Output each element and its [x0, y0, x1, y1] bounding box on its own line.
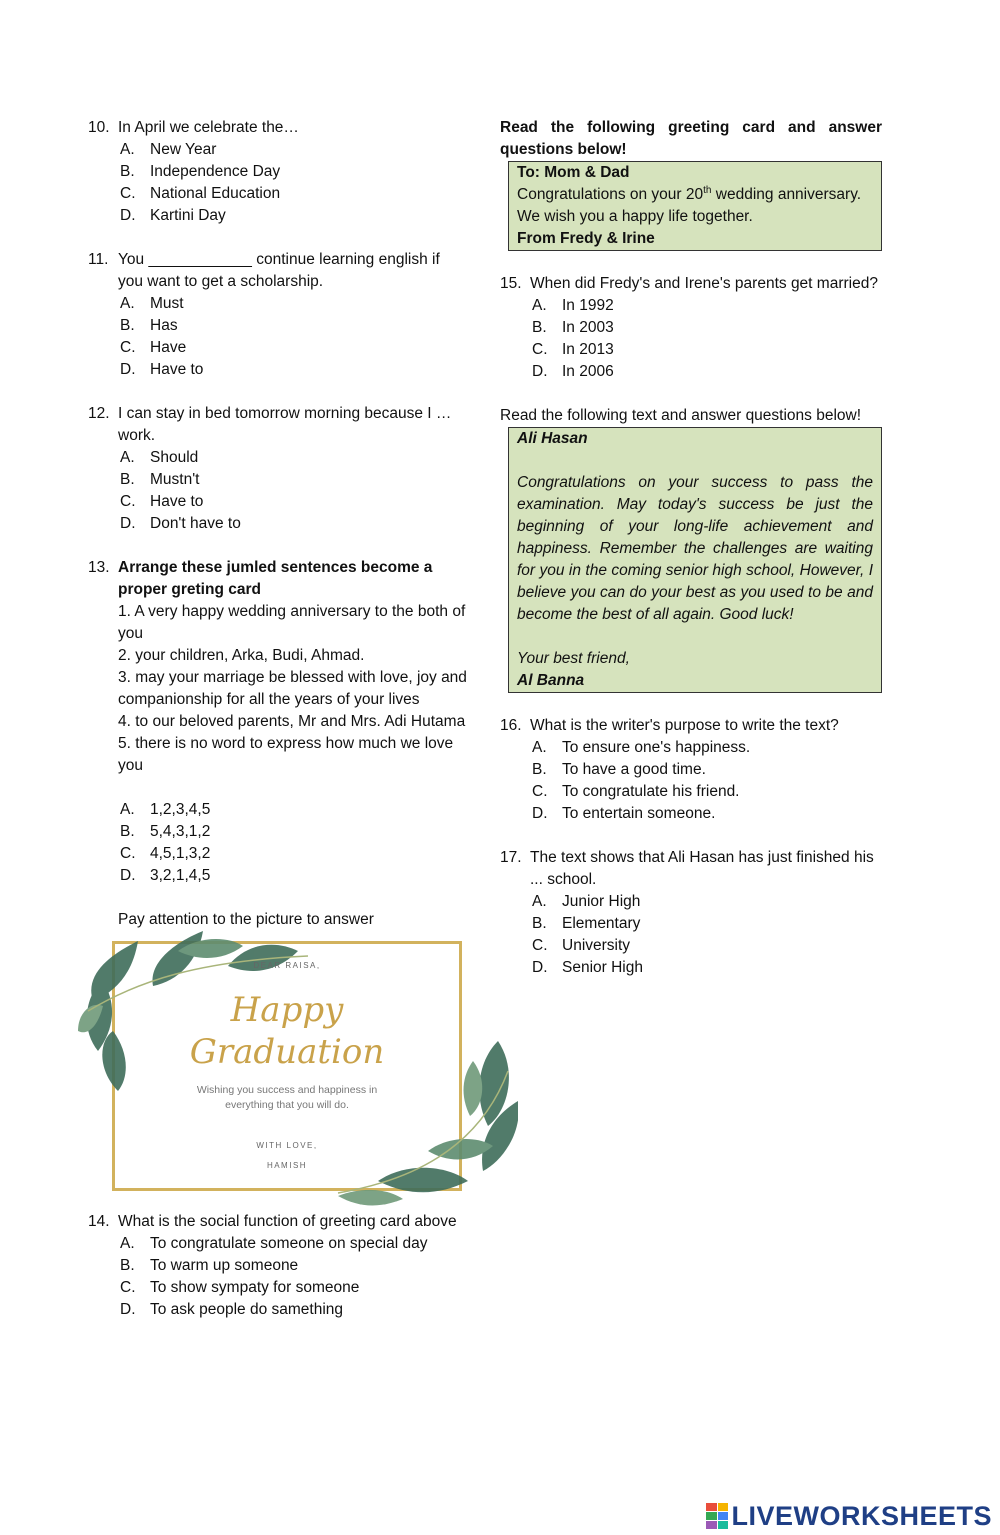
options-list: [88, 139, 468, 227]
option[interactable]: A. To congratulate someone on special day: [120, 1235, 428, 1252]
card-with-love: WITH LOVE,: [256, 1141, 318, 1150]
question-text: I can stay in bed tomorrow morning because I …work.: [118, 405, 452, 444]
question-11: [88, 249, 468, 381]
question-text: Arrange these jumled sentences become a proper greting card: [118, 559, 433, 598]
question-15: [500, 273, 882, 383]
option[interactable]: A. New Year: [120, 141, 217, 158]
box1-from: From Fredy & Irine: [517, 230, 655, 247]
picture-intro: Pay attention to the picture to answer: [118, 911, 374, 928]
option[interactable]: D. Kartini Day: [120, 207, 226, 224]
greeting-card-box-2: [508, 427, 882, 693]
question-text: The text shows that Ali Hasan has just finished his ... school.: [530, 849, 874, 888]
option[interactable]: C. 4,5,1,3,2: [120, 845, 211, 862]
option[interactable]: B. Independence Day: [120, 163, 281, 180]
box2-from: Al Banna: [517, 672, 585, 689]
box2-body: Congratulations on your success to pass the examination. May today's success be just the beginning of your long-life achievement and happiness. Remember the challenges are waiting for you in the coming senior high school, However, I believe you can do your best as you used to be and become the best of all again. Good luck!: [517, 474, 873, 623]
option[interactable]: C. Have to: [120, 493, 204, 510]
question-text: You ____________ continue learning english if you want to get a scholarship.: [118, 251, 440, 290]
option[interactable]: C. National Education: [120, 185, 281, 202]
option[interactable]: C. University: [532, 937, 631, 954]
options-list: [500, 737, 882, 825]
option[interactable]: D. Have to: [120, 361, 204, 378]
options-list: [88, 293, 468, 381]
question-text: In April we celebrate the…: [118, 119, 299, 136]
options-list: [88, 447, 468, 535]
option[interactable]: A. Must: [120, 295, 184, 312]
question-number: 13.: [88, 559, 110, 576]
option[interactable]: C. To congratulate his friend.: [532, 783, 740, 800]
option[interactable]: C. In 2013: [532, 341, 614, 358]
question-number: 16.: [500, 717, 522, 734]
options-list: [88, 1233, 468, 1321]
options-list: [88, 799, 468, 887]
liveworksheets-logo[interactable]: [706, 1503, 992, 1529]
option[interactable]: A. Should: [120, 449, 199, 466]
card-dear: DEAR RAISA,: [253, 961, 321, 970]
question-17: [500, 847, 882, 979]
box1-line1: Congratulations on your 20th wedding anniversary.: [517, 184, 862, 203]
question-13: [88, 557, 468, 887]
question-16: [500, 715, 882, 825]
reading-intro-1: Read the following greeting card and answer questions below!: [500, 119, 882, 158]
right-column: [500, 117, 882, 1001]
box1-to: To: Mom & Dad: [517, 164, 630, 181]
question-number: 17.: [500, 849, 522, 866]
option[interactable]: A. 1,2,3,4,5: [120, 801, 211, 818]
question-text: What is the writer's purpose to write the text?: [530, 717, 839, 734]
question-text: What is the social function of greeting card above: [118, 1213, 457, 1230]
reading-intro-2: Read the following text and answer questions below!: [500, 407, 862, 424]
jumbled-sentences: [88, 601, 468, 777]
logo-text: LIVEWORKSHEETS: [731, 1501, 992, 1531]
question-number: 15.: [500, 275, 522, 292]
sentence: 5. there is no word to express how much we love you: [118, 735, 454, 774]
option[interactable]: B. To warm up someone: [120, 1257, 299, 1274]
box1-line2: We wish you a happy life together.: [517, 208, 753, 225]
card-graduation: Graduation: [189, 1032, 385, 1072]
options-list: [500, 891, 882, 979]
option[interactable]: D. In 2006: [532, 363, 614, 380]
option[interactable]: D. To ask people do samething: [120, 1301, 344, 1318]
option[interactable]: A. To ensure one's happiness.: [532, 739, 751, 756]
box2-closing: Your best friend,: [517, 650, 630, 667]
left-column: [88, 117, 468, 1343]
option[interactable]: D. 3,2,1,4,5: [120, 867, 211, 884]
card-wish-line2: everything that you will do.: [225, 1099, 349, 1111]
option[interactable]: C. Have: [120, 339, 187, 356]
option[interactable]: B. In 2003: [532, 319, 614, 336]
option[interactable]: D. Don't have to: [120, 515, 241, 532]
question-number: 10.: [88, 119, 110, 136]
option[interactable]: D. Senior High: [532, 959, 643, 976]
option[interactable]: B. Mustn't: [120, 471, 200, 488]
option[interactable]: A. In 1992: [532, 297, 614, 314]
question-number: 12.: [88, 405, 110, 422]
graduation-card-image: [78, 931, 518, 1211]
option[interactable]: C. To show sympaty for someone: [120, 1279, 360, 1296]
question-12: [88, 403, 468, 535]
question-10: [88, 117, 468, 227]
question-number: 14.: [88, 1213, 110, 1230]
box2-to: Ali Hasan: [517, 430, 588, 447]
question-number: 11.: [88, 251, 109, 268]
option[interactable]: D. To entertain someone.: [532, 805, 716, 822]
question-14: [88, 1211, 468, 1321]
sentence: 3. may your marriage be blessed with love, joy and companionship for all the years of your lives: [118, 669, 467, 708]
card-from: HAMISH: [266, 1161, 308, 1170]
sentence: 1. A very happy wedding anniversary to the both of you: [118, 603, 466, 642]
options-list: [500, 295, 882, 383]
option[interactable]: B. Elementary: [532, 915, 641, 932]
question-text: When did Fredy's and Irene's parents get married?: [530, 275, 878, 292]
sentence: 4. to our beloved parents, Mr and Mrs. Adi Hutama: [118, 713, 466, 730]
card-happy: Happy: [230, 990, 344, 1030]
card-wish-line1: Wishing you success and happiness in: [196, 1084, 378, 1096]
option[interactable]: B. To have a good time.: [532, 761, 706, 778]
sentence: 2. your children, Arka, Budi, Ahmad.: [118, 647, 365, 664]
logo-icon: [706, 1503, 728, 1529]
option[interactable]: B. Has: [120, 317, 178, 334]
option[interactable]: A. Junior High: [532, 893, 641, 910]
greeting-card-box-1: [508, 161, 882, 251]
option[interactable]: B. 5,4,3,1,2: [120, 823, 211, 840]
